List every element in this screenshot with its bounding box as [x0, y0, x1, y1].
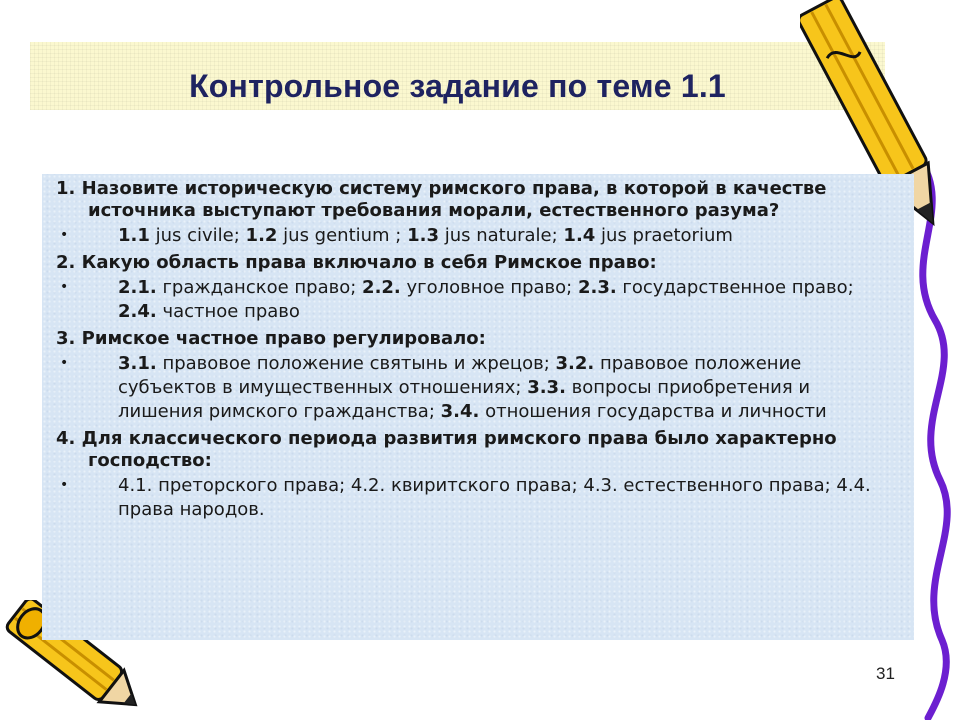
question-3: 3. Римское частное право регулировало: [56, 328, 486, 349]
question-2: 2. Какую область права включало в себя Римское право: [56, 252, 657, 273]
answer-options-2: • 2.1. гражданское право; 2.2. уголовное право; 2.3. государственное право; 2.4. частное право [60, 277, 854, 322]
slide-title: Контрольное задание по теме 1.1 [189, 68, 726, 104]
questions-panel [42, 174, 914, 640]
bullet-icon: • [60, 279, 69, 295]
page-number: 31 [876, 664, 895, 683]
answer-options-1: • 1.1 jus civile; 1.2 jus gentium ; 1.3 jus naturale; 1.4 jus praetorium [60, 225, 733, 246]
bullet-icon: • [60, 227, 69, 243]
answer-options-4: • 4.1. преторского права; 4.2. квиритского права; 4.3. естественного права; 4.4. права народов. [60, 475, 871, 520]
question-1: 1. Назовите историческую систему римского права, в которой в качестве источника выступают требования морали, естественного разума? [56, 178, 827, 221]
question-4: 4. Для классического периода развития римского права было характерно господство: [56, 428, 837, 471]
answer-options-3: • 3.1. правовое положение святынь и жрецов; 3.2. правовое положение субъектов в имущественных отношениях; 3.3. вопросы приобретения и лишения римского гражданства; 3.4. отношения государства и личности [60, 353, 827, 422]
bullet-icon: • [60, 477, 69, 493]
bullet-icon: • [60, 355, 69, 371]
